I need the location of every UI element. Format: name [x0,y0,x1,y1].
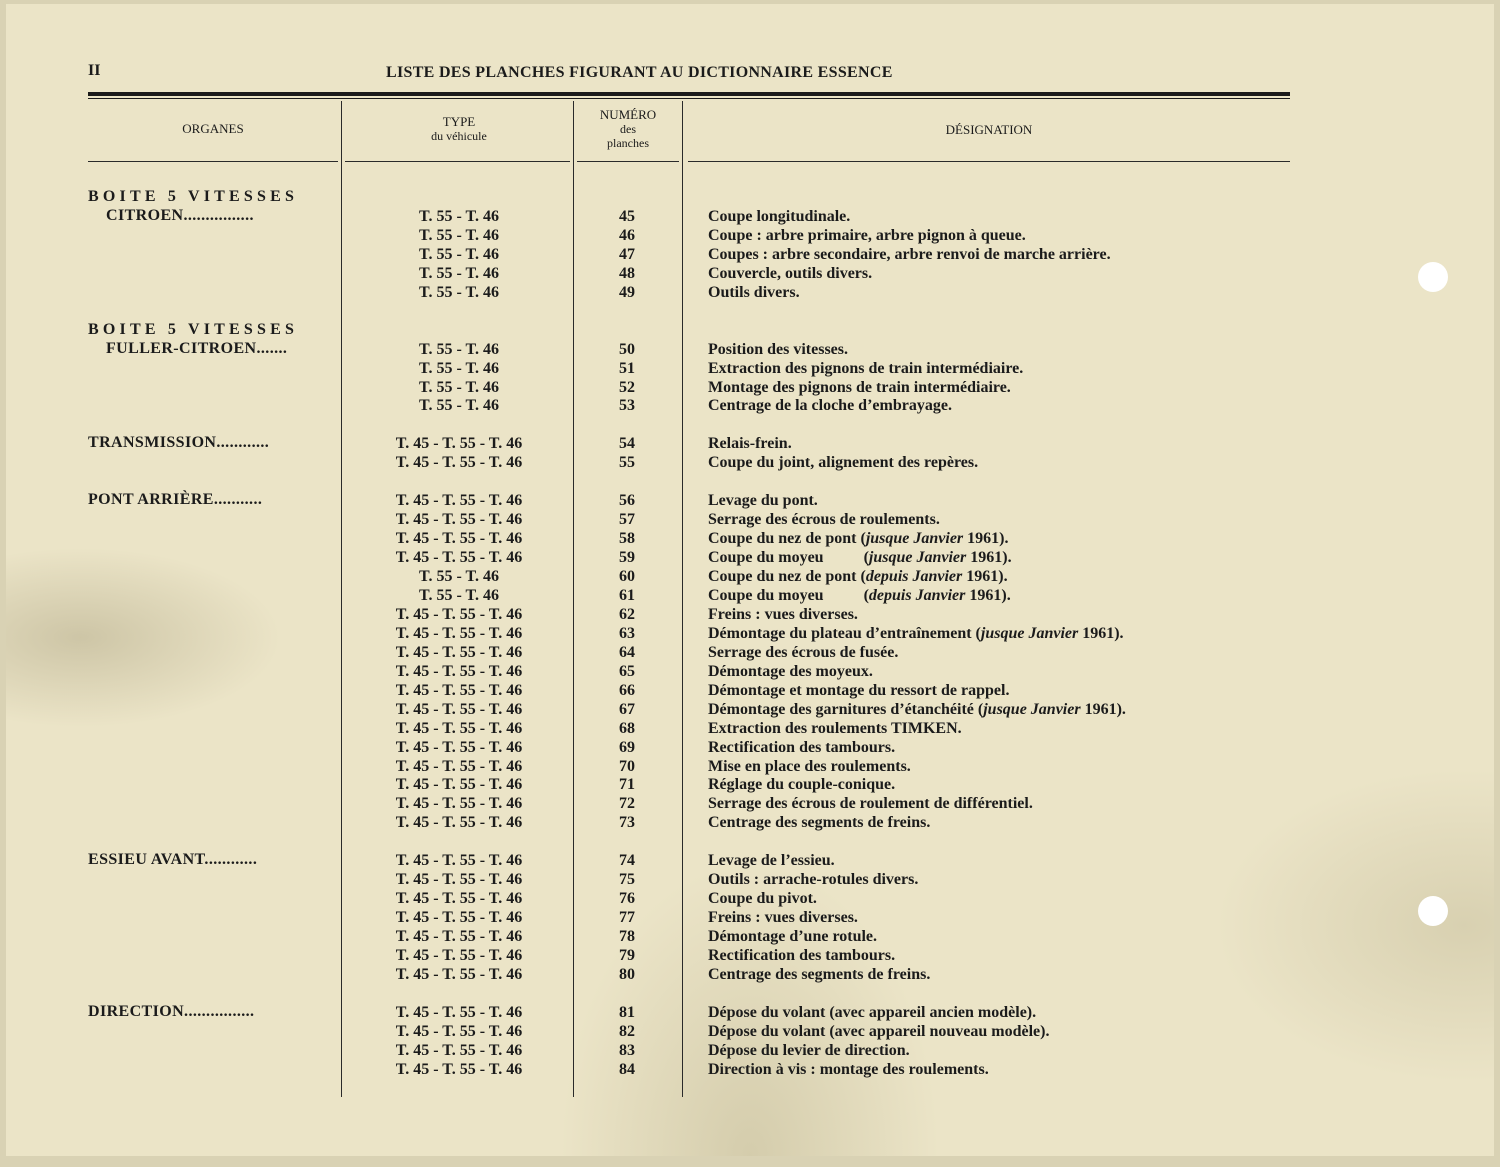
designation-suffix: 1961). [1080,701,1126,718]
designation-cell [708,870,918,889]
designation-text: Démontage des moyeux. [708,663,873,680]
designation-cell [708,775,895,794]
designation-text: Serrage des écrous de fusée. [708,644,899,661]
designation-italic: jusque Janvier [865,530,964,547]
header-underline-organes [88,161,338,162]
vehicle-type-cell: T. 55 - T. 46 [418,265,499,282]
designation-cell [708,434,792,453]
vehicle-type-cell: T. 45 - T. 55 - T. 46 [395,947,523,964]
designation-suffix: 1961). [966,549,1012,566]
vehicle-type-cell: T. 55 - T. 46 [418,341,499,358]
plate-number-cell: 76 [619,890,635,907]
designation-text: Montage des pignons de train intermédiaire. [708,379,1011,396]
vehicle-type-cell: T. 45 - T. 55 - T. 46 [395,663,523,680]
vehicle-type-cell: T. 45 - T. 55 - T. 46 [395,909,523,926]
vehicle-type-cell: T. 45 - T. 55 - T. 46 [395,1004,523,1021]
vehicle-type-cell: T. 55 - T. 46 [418,246,499,263]
designation-text: Serrage des écrous de roulement de différentiel. [708,795,1033,812]
plate-number-cell: 82 [619,1023,635,1040]
vehicle-type-cell: T. 45 - T. 55 - T. 46 [395,776,523,793]
designation-cell [708,510,940,529]
designation-text: Dépose du levier de direction. [708,1042,910,1059]
vehicle-type-cell: T. 45 - T. 55 - T. 46 [395,871,523,888]
organe-label: TRANSMISSION............ [88,434,270,451]
plate-number-cell: 74 [619,852,635,869]
designation-cell [708,283,800,302]
vehicle-type-cell: T. 55 - T. 46 [418,227,499,244]
vehicle-type-cell: T. 45 - T. 55 - T. 46 [395,795,523,812]
designation-text: Freins : vues diverses. [708,909,858,926]
designation-suffix: 1961). [1078,625,1124,642]
header-rule-thick [88,92,1290,96]
vehicle-type-cell: T. 45 - T. 55 - T. 46 [395,966,523,983]
designation-cell [708,453,978,472]
plate-number-cell: 67 [619,701,635,718]
vehicle-type-cell: T. 45 - T. 55 - T. 46 [395,852,523,869]
column-header-organes: ORGANES [182,121,244,136]
designation-text: Levage du pont. [708,492,818,509]
vehicle-type-cell: T. 45 - T. 55 - T. 46 [395,701,523,718]
designation-text: Centrage des segments de freins. [708,966,931,983]
header-underline-type [345,161,570,162]
vehicle-type-cell: T. 45 - T. 55 - T. 46 [395,758,523,775]
designation-cell [708,681,1009,700]
designation-cell [708,548,1012,567]
designation-cell [708,643,898,662]
designation-text: Outils divers. [708,284,800,301]
column-header-type-line2: du véhicule [431,129,487,143]
designation-cell [708,1041,910,1060]
header-rule-thin [88,98,1290,99]
plate-number-cell: 53 [619,397,635,414]
designation-cell [708,738,895,757]
designation-cell [708,340,848,359]
designation-cell [708,908,858,927]
vehicle-type-cell: T. 55 - T. 46 [418,208,499,225]
designation-cell [708,207,850,226]
column-header-numero [577,108,679,150]
vehicle-type-cell: T. 45 - T. 55 - T. 46 [395,625,523,642]
plate-number-cell: 79 [619,947,635,964]
designation-cell [708,757,911,776]
binder-hole-top [1418,262,1448,292]
designation-cell [708,813,930,832]
vehicle-type-cell: T. 55 - T. 46 [418,379,499,396]
designation-cell [708,700,1126,719]
designation-text: Coupe du pivot. [708,890,817,907]
vehicle-type-cell: T. 45 - T. 55 - T. 46 [395,511,523,528]
page-title: LISTE DES PLANCHES FIGURANT AU DICTIONNAIRE ESSENCE [386,64,893,81]
designation-cell [708,624,1124,643]
designation-cell [708,1022,1049,1041]
vehicle-type-cell: T. 45 - T. 55 - T. 46 [395,1042,523,1059]
column-header-numero-line3: planches [607,136,649,150]
plate-number-cell: 78 [619,928,635,945]
column-header-type [345,115,573,143]
plate-number-cell: 73 [619,814,635,831]
plate-number-cell: 83 [619,1042,635,1059]
plate-number-cell: 47 [619,246,635,263]
designation-cell [708,1060,989,1079]
designation-suffix: 1961). [962,568,1008,585]
designation-text: Couvercle, outils divers. [708,265,873,282]
plate-number-cell: 45 [619,208,635,225]
designation-text: Direction à vis : montage des roulements. [708,1061,989,1078]
plate-number-cell: 65 [619,663,635,680]
plate-number-cell: 75 [619,871,635,888]
plate-number-cell: 57 [619,511,635,528]
organe-label: DIRECTION................ [88,1003,255,1020]
designation-text: Centrage de la cloche d’embrayage. [708,397,952,414]
designation-text: Extraction des roulements TIMKEN. [708,720,962,737]
plate-number-cell: 48 [619,265,635,282]
vehicle-type-cell: T. 55 - T. 46 [418,568,499,585]
vehicle-type-cell: T. 45 - T. 55 - T. 46 [395,1023,523,1040]
designation-text: Coupe du moyeu ( [708,587,869,604]
designation-cell [708,396,952,415]
vehicle-type-cell: T. 45 - T. 55 - T. 46 [395,549,523,566]
vehicle-type-cell: T. 45 - T. 55 - T. 46 [395,435,523,452]
plate-number-cell: 49 [619,284,635,301]
vehicle-type-cell: T. 55 - T. 46 [418,360,499,377]
designation-cell [708,946,895,965]
plate-number-cell: 80 [619,966,635,983]
plate-number-cell: 63 [619,625,635,642]
designation-cell [708,226,1026,245]
vehicle-type-cell: T. 45 - T. 55 - T. 46 [395,644,523,661]
designation-cell [708,719,962,738]
vehicle-type-cell: T. 55 - T. 46 [418,587,499,604]
designation-italic: depuis Janvier [868,587,966,604]
designation-text: Coupe longitudinale. [708,208,851,225]
header-underline-numero [577,161,679,162]
organe-label: PONT ARRIÈRE........... [88,491,263,508]
vehicle-type-cell: T. 45 - T. 55 - T. 46 [395,928,523,945]
vehicle-type-cell: T. 45 - T. 55 - T. 46 [395,814,523,831]
organe-label: BOITE 5 VITESSES [88,321,299,338]
designation-text: Démontage du plateau d’entraînement ( [708,625,981,642]
designation-italic: depuis Janvier [865,568,963,585]
plate-number-cell: 69 [619,739,635,756]
organe-label: FULLER-CITROEN....... [106,340,288,357]
designation-cell [708,529,1008,548]
plate-number-cell: 60 [619,568,635,585]
plate-number-cell: 59 [619,549,635,566]
column-divider-1 [341,101,342,1097]
vehicle-type-cell: T. 45 - T. 55 - T. 46 [395,492,523,509]
designation-text: Démontage des garnitures d’étanchéité ( [708,701,984,718]
designation-text: Coupe du moyeu ( [708,549,869,566]
vehicle-type-cell: T. 55 - T. 46 [418,397,499,414]
plate-number-cell: 51 [619,360,635,377]
designation-text: Levage de l’essieu. [708,852,835,869]
plate-number-cell: 71 [619,776,635,793]
designation-cell [708,378,1011,397]
column-header-numero-line2: des [620,122,636,136]
designation-text: Coupes : arbre secondaire, arbre renvoi de marche arrière. [708,246,1111,263]
plate-number-cell: 50 [619,341,635,358]
header-underline-designation [688,161,1290,162]
plate-number-cell: 66 [619,682,635,699]
vehicle-type-cell: T. 45 - T. 55 - T. 46 [395,739,523,756]
plate-number-cell: 56 [619,492,635,509]
designation-text: Position des vitesses. [708,341,848,358]
vehicle-type-cell: T. 45 - T. 55 - T. 46 [395,530,523,547]
designation-cell [708,1003,1036,1022]
designation-text: Mise en place des roulements. [708,758,911,775]
plate-number-cell: 54 [619,435,635,452]
designation-text: Coupe du nez de pont ( [708,530,866,547]
designation-text: Serrage des écrous de roulements. [708,511,940,528]
designation-cell [708,794,1033,813]
designation-cell [708,965,930,984]
designation-text: Dépose du volant (avec appareil nouveau modèle). [708,1023,1050,1040]
vehicle-type-cell: T. 45 - T. 55 - T. 46 [395,606,523,623]
designation-text: Outils : arrache-rotules divers. [708,871,919,888]
plate-number-cell: 61 [619,587,635,604]
organe-label: ESSIEU AVANT............ [88,851,258,868]
designation-italic: jusque Janvier [980,625,1079,642]
vehicle-type-cell: T. 55 - T. 46 [418,284,499,301]
designation-italic: jusque Janvier [983,701,1081,718]
plate-number-cell: 58 [619,530,635,547]
column-divider-2 [573,101,574,1097]
vehicle-type-cell: T. 45 - T. 55 - T. 46 [395,890,523,907]
plate-number-cell: 72 [619,795,635,812]
designation-text: Rectification des tambours. [708,947,896,964]
vehicle-type-cell: T. 45 - T. 55 - T. 46 [395,1061,523,1078]
designation-cell [708,927,877,946]
plate-number-cell: 62 [619,606,635,623]
vehicle-type-cell: T. 45 - T. 55 - T. 46 [395,720,523,737]
designation-cell [708,264,872,283]
plate-number-cell: 70 [619,758,635,775]
designation-text: Coupe du joint, alignement des repères. [708,454,979,471]
designation-text: Réglage du couple-conique. [708,776,896,793]
organe-label: CITROEN................ [106,207,254,224]
plate-number-cell: 68 [619,720,635,737]
column-header-numero-line1: NUMÉRO [599,107,657,122]
designation-cell [708,851,835,870]
vehicle-type-cell: T. 45 - T. 55 - T. 46 [395,682,523,699]
designation-cell [708,491,818,510]
designation-text: Extraction des pignons de train intermédiaire. [708,360,1024,377]
designation-text: Freins : vues diverses. [708,606,858,623]
designation-suffix: 1961). [965,587,1011,604]
designation-cell [708,586,1011,605]
binder-hole-bottom [1418,896,1448,926]
plate-number-cell: 55 [619,454,635,471]
designation-cell [708,245,1111,264]
designation-cell [708,359,1023,378]
plate-number-cell: 81 [619,1004,635,1021]
plate-number-cell: 46 [619,227,635,244]
designation-text: Dépose du volant (avec appareil ancien modèle). [708,1004,1037,1021]
plate-number-cell: 77 [619,909,635,926]
designation-text: Rectification des tambours. [708,739,896,756]
designation-text: Démontage et montage du ressort de rappel. [708,682,1010,699]
designation-cell [708,889,817,908]
plate-number-cell: 52 [619,379,635,396]
organe-label: BOITE 5 VITESSES [88,188,299,205]
column-divider-3 [682,101,683,1097]
designation-cell [708,605,858,624]
designation-italic: jusque Janvier [868,549,967,566]
column-header-designation: DÉSIGNATION [945,122,1033,137]
vehicle-type-cell: T. 45 - T. 55 - T. 46 [395,454,523,471]
designation-text: Relais-frein. [708,435,792,452]
column-header-type-line1: TYPE [442,114,476,129]
plate-number-cell: 64 [619,644,635,661]
designation-suffix: 1961). [963,530,1009,547]
designation-cell [708,662,873,681]
designation-text: Coupe : arbre primaire, arbre pignon à queue. [708,227,1026,244]
page-number: II [88,62,101,79]
plate-number-cell: 84 [619,1061,635,1078]
designation-text: Démontage d’une rotule. [708,928,878,945]
designation-cell [708,567,1008,586]
designation-text: Centrage des segments de freins. [708,814,931,831]
designation-text: Coupe du nez de pont ( [708,568,866,585]
